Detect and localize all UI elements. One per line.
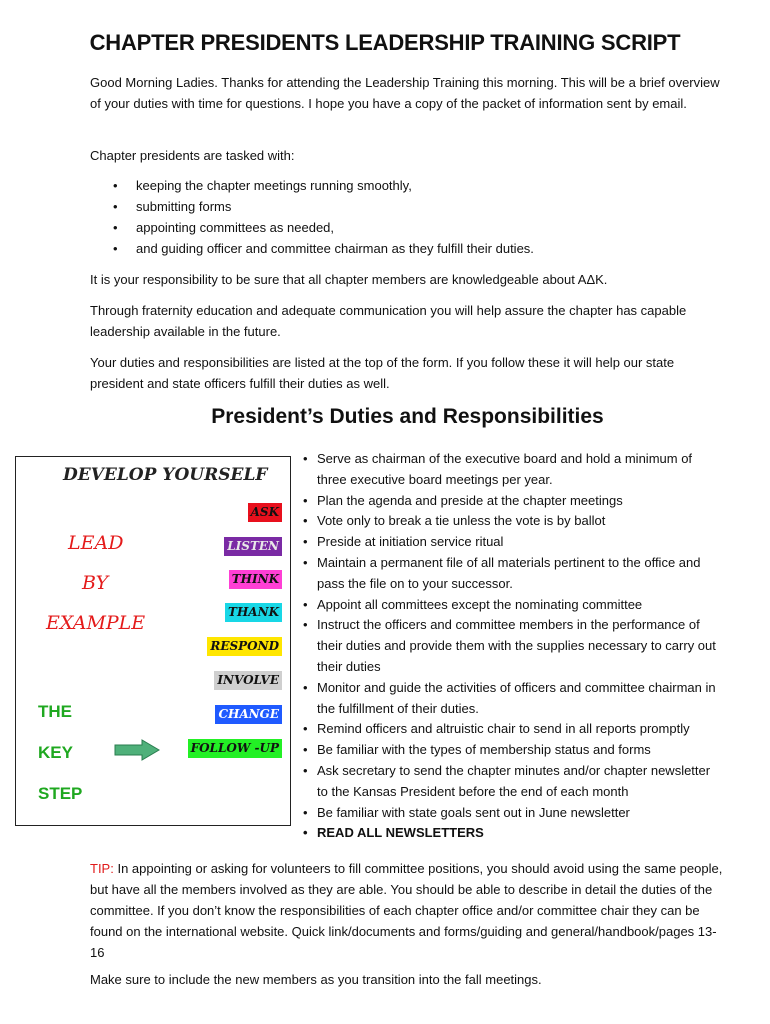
list-item: • READ ALL NEWSLETTERS	[303, 823, 723, 844]
arrow-right-icon	[114, 739, 160, 761]
tasks-list	[113, 175, 713, 259]
section-title: President’s Duties and Responsibilities	[211, 405, 604, 428]
list-item: • Ask secretary to send the chapter minutes and/or chapter newsletter to the Kansas President before the end of each month	[303, 761, 723, 803]
list-item: • keeping the chapter meetings running smoothly,	[113, 175, 713, 196]
list-item: • Maintain a permanent file of all materials pertinent to the office and pass the file on to your successor.	[303, 553, 723, 595]
tag-thank: THANK	[225, 603, 282, 622]
graphic-by: BY	[82, 572, 109, 594]
responsibility-paragraph: It is your responsibility to be sure that all chapter members are knowledgeable about AΔK.	[90, 272, 608, 287]
closing-paragraph: Make sure to include the new members as you transition into the fall meetings.	[90, 972, 542, 987]
list-item: • Remind officers and altruistic chair to send in all reports promptly	[303, 719, 723, 740]
listed-paragraph: Your duties and responsibilities are listed at the top of the form. If you follow these it will help our state president and state officers fulfill their duties as well.	[90, 355, 675, 391]
tip-text: In appointing or asking for volunteers to fill committee positions, you should avoid using the same people, but have all the members involved as they are able. You should be able to describe in detail the duties of the committee. If you don’t know the responsibilities of each chapter office and/or committee chair they can be found on the international website. Quick link/documents and forms/guiding and general/handbook/pages 13-16	[90, 861, 723, 960]
list-item: • Plan the agenda and preside at the chapter meetings	[303, 491, 723, 512]
tag-involve: INVOLVE	[214, 671, 282, 690]
graphic-the: THE	[38, 702, 72, 721]
list-item: • Be familiar with the types of membership status and forms	[303, 740, 723, 761]
list-item: • Serve as chairman of the executive board and hold a minimum of three executive board meetings per year.	[303, 449, 723, 491]
list-item: • Appoint all committees except the nominating committee	[303, 595, 723, 616]
tag-change: CHANGE	[215, 705, 282, 724]
list-item: • Preside at initiation service ritual	[303, 532, 723, 553]
list-item: • and guiding officer and committee chairman as they fulfill their duties.	[113, 238, 713, 259]
graphic-heading: DEVELOP YOURSELF	[63, 465, 268, 485]
intro-paragraph: Good Morning Ladies. Thanks for attending the Leadership Training this morning. This will be a brief overview of your duties with time for questions. I hope you have a copy of the packet of information sent by email.	[90, 75, 720, 111]
list-item: • Be familiar with state goals sent out in June newsletter	[303, 803, 723, 824]
page-title: CHAPTER PRESIDENTS LEADERSHIP TRAINING SCRIPT	[89, 30, 681, 55]
duties-list	[303, 449, 723, 844]
tag-respond: RESPOND	[207, 637, 282, 656]
education-paragraph: Through fraternity education and adequate communication you will help assure the chapter has capable leadership available in the future.	[90, 303, 687, 339]
graphic-example: EXAMPLE	[46, 612, 146, 634]
graphic-key: KEY	[38, 743, 73, 762]
list-item: • appointing committees as needed,	[113, 217, 713, 238]
tag-follow-up: FOLLOW -UP	[188, 739, 282, 758]
tag-think: THINK	[229, 570, 282, 589]
list-item: • Instruct the officers and committee members in the performance of their duties and provide them with the supplies necessary to carry out their duties	[303, 615, 723, 677]
graphic-step: STEP	[38, 784, 83, 803]
list-item: • Monitor and guide the activities of officers and committee chairman in the fulfillment of their duties.	[303, 678, 723, 720]
tip-label: TIP:	[90, 861, 114, 876]
tag-listen: LISTEN	[224, 537, 282, 556]
list-item: • Vote only to break a tie unless the vote is by ballot	[303, 511, 723, 532]
tip-paragraph	[90, 858, 730, 963]
tag-ask: ASK	[248, 503, 282, 522]
list-item: • submitting forms	[113, 196, 713, 217]
develop-yourself-graphic	[15, 456, 291, 826]
graphic-lead: LEAD	[68, 532, 124, 554]
tasked-intro: Chapter presidents are tasked with:	[90, 148, 295, 163]
